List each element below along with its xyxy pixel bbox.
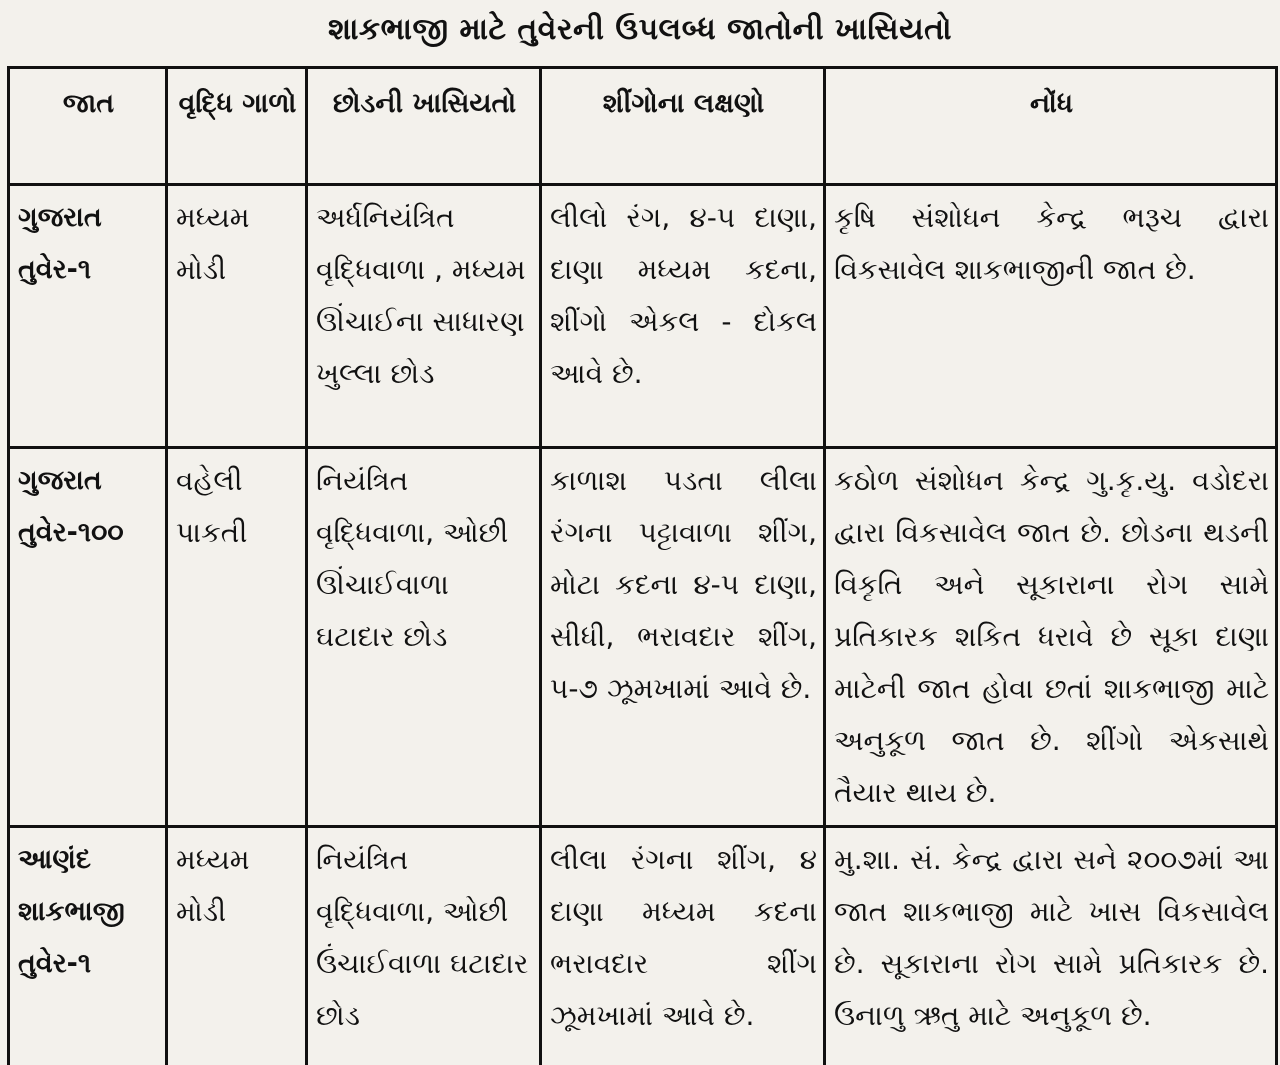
plant-traits-cell: નિયંત્રિત વૃદ્ધિવાળા, ઓછી ઊંચાઈવાળા ઘટાદાર છોડ: [307, 448, 541, 827]
variety-cell: આણંદ શાકભાજી તુવેર-૧: [9, 827, 167, 1065]
note-cell: કઠોળ સંશોધન કેન્દ્ર ગુ.કૃ.યુ. વડોદરા દ્વારા વિકસાવેલ જાત છે. છોડના થડની વિકૃતિ અને સૂકારાના રોગ સામે પ્રતિકારક શકિત ધરાવે છે સૂકા દાણા માટેની જાત હોવા છતાં શાકભાજી માટે અનુકૂળ જાત છે. શીંગો એકસાથે તૈયાર થાય છે.: [825, 448, 1277, 827]
growth-period-cell: વહેલી પાકતી: [167, 448, 307, 827]
column-header-growth-period: વૃદ્ધિ ગાળો: [167, 68, 307, 185]
column-header-pod-traits: શીંગોના લક્ષણો: [541, 68, 825, 185]
growth-period-cell: મધ્યમ મોડી: [167, 185, 307, 448]
table-row: [9, 185, 1277, 448]
note-cell: મુ.શા. સં. કેન્દ્ર દ્વારા સને ૨૦૦૭માં આ જાત શાકભાજી માટે ખાસ વિકસાવેલ છે. સૂકારાના રોગ સામે પ્રતિકારક છે. ઉનાળુ ઋતુ માટે અનુકૂળ છે.: [825, 827, 1277, 1065]
growth-period-cell: મધ્યમ મોડી: [167, 827, 307, 1065]
pod-traits-cell: કાળાશ પડતા લીલા રંગના પટ્ટાવાળા શીંગ, મોટા કદના ૪-૫ દાણા, સીધી, ભરાવદાર શીંગ, ૫-૭ ઝૂમખામાં આવે છે.: [541, 448, 825, 827]
variety-cell: ગુજરાત તુવેર-૧૦૦: [9, 448, 167, 827]
plant-traits-cell: અર્ધનિયંત્રિત વૃદ્ધિવાળા , મધ્યમ ઊંચાઈના સાધારણ ખુલ્લા છોડ: [307, 185, 541, 448]
variety-cell: ગુજરાત તુવેર-૧: [9, 185, 167, 448]
column-header-plant-traits: છોડની ખાસિયતો: [307, 68, 541, 185]
table-row: [9, 827, 1277, 1065]
table-row: [9, 448, 1277, 827]
varieties-table: [7, 66, 1278, 1065]
page-title: શાકભાજી માટે તુવેરની ઉપલબ્ધ જાતોની ખાસિયતો: [327, 12, 953, 47]
plant-traits-cell: નિયંત્રિત વૃદ્ધિવાળા, ઓછી ઉંચાઈવાળા ઘટાદાર છોડ: [307, 827, 541, 1065]
note-cell: કૃષિ સંશોધન કેન્દ્ર ભરૂચ દ્વારા વિકસાવેલ શાકભાજીની જાત છે.: [825, 185, 1277, 448]
column-header-note: નોંધ: [825, 68, 1277, 185]
pod-traits-cell: લીલો રંગ, ૪-૫ દાણા, દાણા મધ્યમ કદના, શીંગો એકલ - દોકલ આવે છે.: [541, 185, 825, 448]
pod-traits-cell: લીલા રંગના શીંગ, ૪ દાણા મધ્યમ કદના ભરાવદાર શીંગ ઝૂમખામાં આવે છે.: [541, 827, 825, 1065]
column-header-variety: જાત: [9, 68, 167, 185]
table-header-row: [9, 68, 1277, 185]
